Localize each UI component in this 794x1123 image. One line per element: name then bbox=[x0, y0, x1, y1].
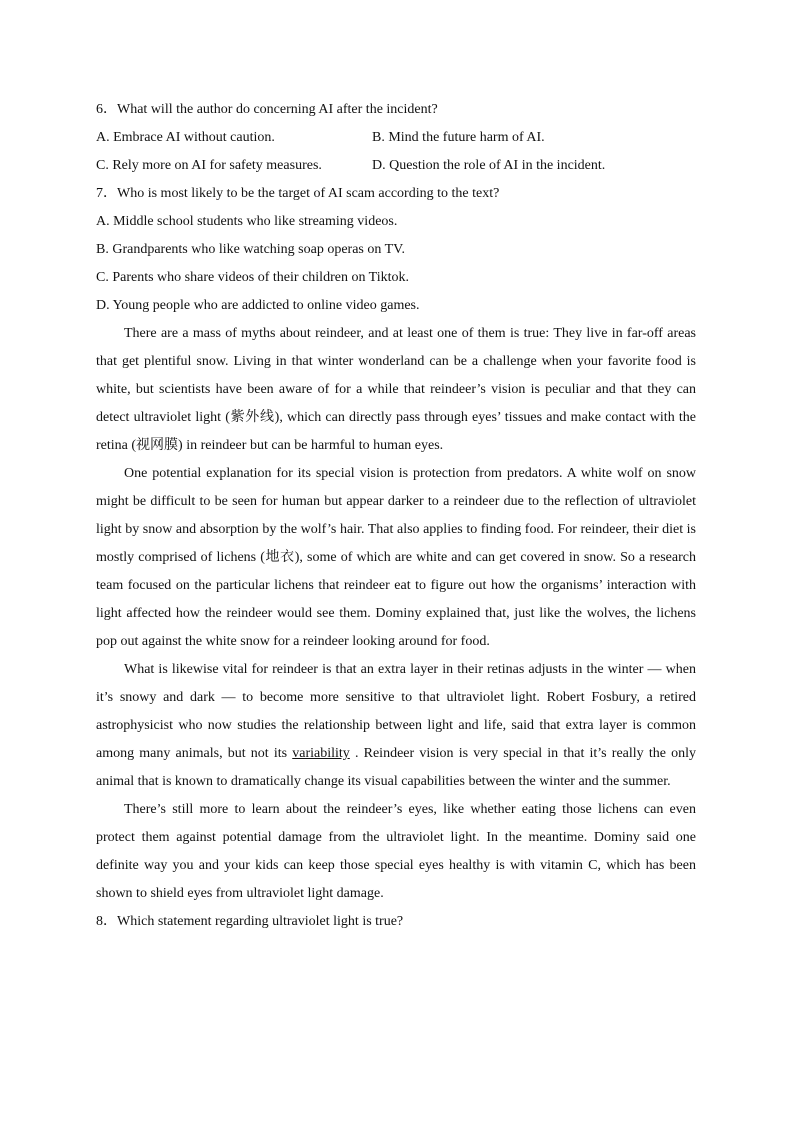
question-7-option-d: D. Young people who are addicted to online video games. bbox=[96, 298, 420, 313]
question-6-stem: 6．What will the author do concerning AI after the incident? bbox=[96, 102, 438, 117]
passage-paragraph-3-text-before: What is likewise vital for reindeer is that an extra layer in their retinas adjusts in the winter — when it’s snowy and dark — to become more sensitive to that ultraviolet light. Robert Fosbury, a retired astrophysicist who now studies the relationship between light and life, said that extra layer is common among many animals, but not its bbox=[96, 662, 696, 761]
question-7-option-c: C. Parents who share videos of their children on Tiktok. bbox=[96, 270, 410, 285]
question-7-option-b: B. Grandparents who like watching soap operas on TV. bbox=[96, 242, 405, 257]
document-page bbox=[96, 96, 696, 936]
question-7-stem: 7．Who is most likely to be the target of AI scam according to the text? bbox=[96, 186, 500, 201]
passage-paragraph-3-text-after: . Reindeer vision is very special in that it’s really the only animal that is known to dramatically change its visual capabilities between the winter and the summer. bbox=[96, 746, 696, 789]
passage-paragraph-4: There’s still more to learn about the reindeer’s eyes, like whether eating those lichens can even protect them against potential damage from the ultraviolet light. In the meantime. Dominy said one definite way you and your kids can keep those special eyes healthy is with vitamin C, which has been shown to shield eyes from ultraviolet light damage. bbox=[96, 802, 696, 901]
question-6-option-c: C. Rely more on AI for safety measures. bbox=[96, 158, 322, 173]
passage-paragraph-2: One potential explanation for its special vision is protection from predators. A white wolf on snow might be difficult to be seen for human but appear darker to a reindeer due to the reflection of ultraviolet light by snow and absorption by the wolf’s hair. That also applies to finding food. For reindeer, their diet is mostly comprised of lichens (地衣), some of which are white and can get covered in snow. So a research team focused on the particular lichens that reindeer eat to figure out how the organisms’ interaction with light affected how the reindeer would see them. Dominy explained that, just like the wolves, the lichens pop out against the white snow for a reindeer looking around for food. bbox=[96, 466, 696, 649]
question-7-option-a: A. Middle school students who like streaming videos. bbox=[96, 214, 398, 229]
question-8-stem: 8．Which statement regarding ultraviolet light is true? bbox=[96, 914, 404, 929]
question-6-options-row-1 bbox=[96, 124, 696, 152]
question-6-options-row-2 bbox=[96, 152, 696, 180]
question-6-option-b: B. Mind the future harm of AI. bbox=[372, 130, 545, 145]
passage-paragraph-3 bbox=[96, 656, 696, 796]
underlined-word-variability: variability bbox=[292, 746, 350, 761]
question-6-option-d: D. Question the role of AI in the incident. bbox=[372, 158, 606, 173]
passage-paragraph-1: There are a mass of myths about reindeer, and at least one of them is true: They live in far-off areas that get plentiful snow. Living in that winter wonderland can be a challenge when your favorite food is white, but scientists have been aware of for a while that reindeer’s vision is peculiar and that they can detect ultraviolet light (紫外线), which can directly pass through eyes’ tissues and make contact with the retina (视网膜) in reindeer but can be harmful to human eyes. bbox=[96, 326, 696, 453]
question-6-option-a: A. Embrace AI without caution. bbox=[96, 130, 275, 145]
